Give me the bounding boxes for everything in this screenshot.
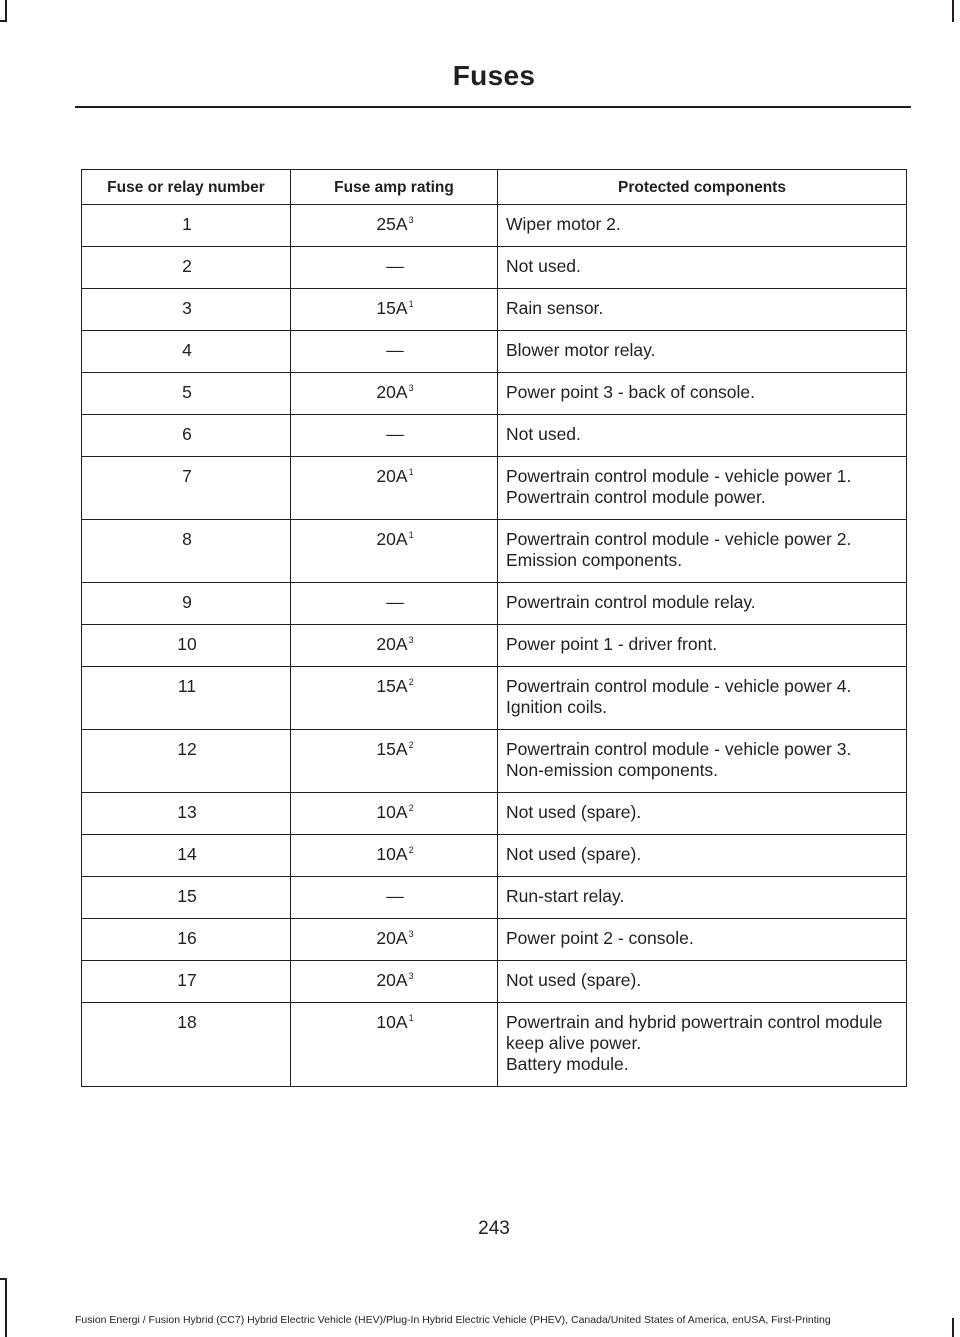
protected-components-cell: [498, 1003, 907, 1087]
fuse-table: [81, 169, 907, 1087]
amp-footnote-ref: 1: [408, 299, 414, 309]
component-line: Power point 2 - console.: [506, 928, 694, 948]
component-line: Blower motor relay.: [506, 340, 656, 360]
document-footer: Fusion Energi / Fusion Hybrid (CC7) Hybrid Electric Vehicle (HEV)/Plug-In Hybrid Electric Vehicle (PHEV), Canada/United States of America, enUSA, First-Printing: [75, 1314, 831, 1326]
fuse-number-cell: 5: [82, 373, 291, 415]
fuse-table-body: [82, 205, 907, 1087]
amp-footnote-ref: 3: [408, 971, 414, 981]
table-row: [82, 415, 907, 457]
component-line: Not used (spare).: [506, 802, 642, 822]
component-line: Powertrain and hybrid powertrain control module keep alive power.: [506, 1012, 883, 1053]
crop-mark-bottom-left-vertical: [5, 1278, 7, 1337]
amp-rating-cell: [291, 583, 498, 625]
amp-rating-cell: [291, 415, 498, 457]
amp-rating-cell: [291, 373, 498, 415]
table-row: [82, 331, 907, 373]
amp-rating-value: 10A: [376, 844, 408, 864]
amp-rating-value: —: [386, 340, 404, 360]
crop-mark-top-left-horizontal: [0, 20, 7, 22]
amp-rating-value: —: [386, 424, 404, 444]
table-row: [82, 583, 907, 625]
amp-footnote-ref: 2: [408, 803, 414, 813]
table-row: [82, 625, 907, 667]
amp-rating-cell: [291, 247, 498, 289]
protected-components-cell: [498, 373, 907, 415]
protected-components-cell: [498, 457, 907, 520]
table-row: [82, 730, 907, 793]
component-line: Non-emission components.: [506, 760, 719, 780]
header-amp-rating: Fuse amp rating: [291, 170, 498, 205]
page-title: Fuses: [452, 60, 536, 91]
amp-footnote-ref: 2: [408, 740, 414, 750]
header-fuse-number: Fuse or relay number: [82, 170, 291, 205]
table-row: [82, 373, 907, 415]
table-header-row: [82, 170, 907, 205]
component-line: Powertrain control module - vehicle power 4.: [506, 676, 852, 696]
crop-mark-bottom-left-horizontal: [0, 1278, 7, 1280]
amp-rating-value: 10A: [376, 802, 408, 822]
amp-footnote-ref: 1: [408, 467, 414, 477]
amp-footnote-ref: 3: [408, 635, 414, 645]
component-line: Not used (spare).: [506, 844, 642, 864]
amp-rating-value: 15A: [376, 298, 408, 318]
table-row: [82, 205, 907, 247]
component-line: Powertrain control module - vehicle power 3.: [506, 739, 852, 759]
fuse-number-cell: 1: [82, 205, 291, 247]
fuse-number-cell: 9: [82, 583, 291, 625]
fuse-number-cell: 11: [82, 667, 291, 730]
amp-rating-value: 20A: [376, 634, 408, 654]
fuse-number-cell: 7: [82, 457, 291, 520]
page-number: 243: [478, 1218, 510, 1239]
amp-footnote-ref: 3: [408, 215, 414, 225]
fuse-number-cell: 8: [82, 520, 291, 583]
component-line: Powertrain control module - vehicle power 2.: [506, 529, 852, 549]
component-line: Emission components.: [506, 550, 683, 570]
crop-mark-bottom-right-vertical: [952, 1318, 954, 1337]
protected-components-cell: [498, 877, 907, 919]
amp-rating-cell: [291, 667, 498, 730]
component-line: Powertrain control module relay.: [506, 592, 756, 612]
table-row: [82, 667, 907, 730]
amp-rating-cell: [291, 289, 498, 331]
amp-footnote-ref: 2: [408, 677, 414, 687]
amp-rating-value: 20A: [376, 466, 408, 486]
amp-footnote-ref: 1: [408, 530, 414, 540]
component-line: Power point 3 - back of console.: [506, 382, 756, 402]
amp-rating-value: 15A: [376, 676, 408, 696]
table-row: [82, 520, 907, 583]
fuse-number-cell: 13: [82, 793, 291, 835]
fuse-number-cell: 18: [82, 1003, 291, 1087]
amp-rating-value: —: [386, 886, 404, 906]
component-line: Run-start relay.: [506, 886, 625, 906]
amp-rating-cell: [291, 730, 498, 793]
fuse-number-cell: 10: [82, 625, 291, 667]
protected-components-cell: [498, 205, 907, 247]
protected-components-cell: [498, 520, 907, 583]
crop-mark-top-left-vertical: [5, 0, 7, 22]
component-line: Power point 1 - driver front.: [506, 634, 718, 654]
amp-rating-value: —: [386, 592, 404, 612]
component-line: Ignition coils.: [506, 697, 608, 717]
fuse-number-cell: 16: [82, 919, 291, 961]
amp-footnote-ref: 3: [408, 383, 414, 393]
component-line: Rain sensor.: [506, 298, 604, 318]
fuse-number-cell: 6: [82, 415, 291, 457]
amp-rating-cell: [291, 919, 498, 961]
amp-rating-value: 25A: [376, 214, 408, 234]
amp-rating-cell: [291, 835, 498, 877]
amp-rating-cell: [291, 1003, 498, 1087]
protected-components-cell: [498, 961, 907, 1003]
protected-components-cell: [498, 625, 907, 667]
table-row: [82, 1003, 907, 1087]
fuse-number-cell: 15: [82, 877, 291, 919]
protected-components-cell: [498, 289, 907, 331]
crop-mark-top-right-vertical: [952, 0, 954, 22]
component-line: Not used.: [506, 424, 581, 444]
table-row: [82, 457, 907, 520]
table-row: [82, 835, 907, 877]
protected-components-cell: [498, 730, 907, 793]
fuse-number-cell: 2: [82, 247, 291, 289]
table-row: [82, 877, 907, 919]
amp-rating-value: 15A: [376, 739, 408, 759]
protected-components-cell: [498, 331, 907, 373]
component-line: Powertrain control module - vehicle power 1.: [506, 466, 852, 486]
title-divider: [75, 106, 911, 108]
amp-rating-cell: [291, 961, 498, 1003]
amp-footnote-ref: 2: [408, 845, 414, 855]
fuse-number-cell: 12: [82, 730, 291, 793]
amp-footnote-ref: 3: [408, 929, 414, 939]
amp-rating-cell: [291, 793, 498, 835]
protected-components-cell: [498, 247, 907, 289]
table-row: [82, 919, 907, 961]
fuse-number-cell: 3: [82, 289, 291, 331]
amp-rating-value: 20A: [376, 970, 408, 990]
table-row: [82, 247, 907, 289]
table-row: [82, 793, 907, 835]
amp-rating-cell: [291, 205, 498, 247]
header-protected-components: Protected components: [498, 170, 907, 205]
amp-rating-value: 20A: [376, 382, 408, 402]
fuse-number-cell: 14: [82, 835, 291, 877]
amp-rating-value: 20A: [376, 529, 408, 549]
amp-rating-value: 20A: [376, 928, 408, 948]
fuse-number-cell: 4: [82, 331, 291, 373]
fuse-number-cell: 17: [82, 961, 291, 1003]
component-line: Battery module.: [506, 1054, 629, 1074]
amp-rating-value: 10A: [376, 1012, 408, 1032]
amp-footnote-ref: 1: [408, 1013, 414, 1023]
protected-components-cell: [498, 793, 907, 835]
amp-rating-cell: [291, 520, 498, 583]
component-line: Wiper motor 2.: [506, 214, 621, 234]
table-row: [82, 289, 907, 331]
protected-components-cell: [498, 919, 907, 961]
component-line: Not used (spare).: [506, 970, 642, 990]
protected-components-cell: [498, 415, 907, 457]
component-line: Not used.: [506, 256, 581, 276]
amp-rating-cell: [291, 457, 498, 520]
protected-components-cell: [498, 667, 907, 730]
protected-components-cell: [498, 583, 907, 625]
amp-rating-cell: [291, 625, 498, 667]
amp-rating-cell: [291, 331, 498, 373]
protected-components-cell: [498, 835, 907, 877]
table-row: [82, 961, 907, 1003]
amp-rating-cell: [291, 877, 498, 919]
amp-rating-value: —: [386, 256, 404, 276]
component-line: Powertrain control module power.: [506, 487, 766, 507]
